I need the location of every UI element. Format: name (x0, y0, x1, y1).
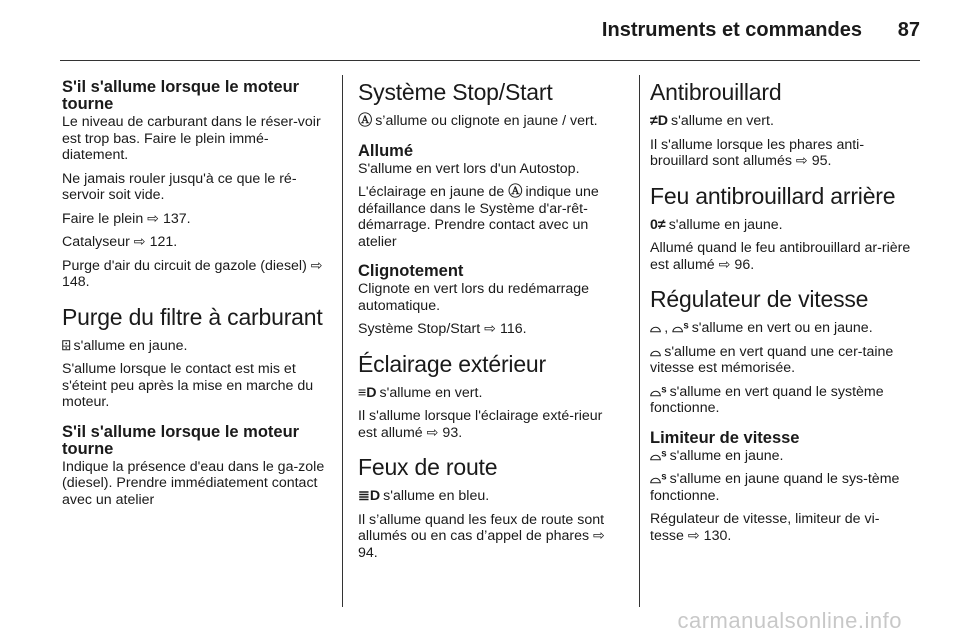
ref-cruise-limiter: Régulateur de vitesse, limiteur de vi-tesse ⇨ 130. (650, 511, 880, 544)
watermark: carmanualsonline.info (677, 608, 902, 633)
high-beam-icon: ≣D (358, 488, 381, 504)
paragraph-restart: Clignote en vert lors du redémarrage automatique. (358, 281, 590, 314)
paragraph-rear-fog-desc: Allumé quand le feu antibrouillard ar-rière est allumé ⇨ 96. (650, 240, 911, 273)
rear-fog-icon: 0≠ (650, 216, 666, 233)
paragraph-fuel-low: Le niveau de carburant dans le réser-voir est trop bas. Faire le plein immé-diatement. (62, 114, 321, 163)
paragraph-limiter-system: ⌓ˢ s'allume en jaune quand le sys-tème fonctionne. (650, 471, 900, 504)
ref-air-purge: Purge d'air du circuit de gazole (diesel) ⇨ 148. (62, 257, 323, 290)
heading-engine-running-2: S'il s'allume lorsque le moteur tourne (62, 422, 300, 458)
paragraph-cruise-memorized: ⌓ s'allume en vert quand une cer-taine vitesse est mémorisée. (650, 343, 894, 376)
paragraph-cruise-green-yellow: ⌓ , ⌓ˢ s'allume en vert ou en jaune. (650, 320, 873, 336)
autostop-icon: Ⓐ (358, 113, 373, 129)
heading-flashing: Clignotement (358, 262, 464, 280)
fuel-filter-icon: ⌹ (62, 337, 71, 354)
ref-refuel: Faire le plein ⇨ 137. (62, 210, 191, 227)
paragraph-high-beam-blue: ≣D s'allume en bleu. (358, 488, 490, 504)
paragraph-water-in-diesel: Indique la présence d'eau dans le ga-zole (diesel). Prendre immédiatement contact avec un atelier (62, 458, 325, 508)
heading-engine-running: S'il s'allume lorsque le moteur tourne (62, 78, 300, 113)
fog-light-icon: ≠D (650, 113, 669, 129)
column-3 (650, 79, 913, 551)
exterior-light-icon: ≡D (358, 384, 377, 401)
header-rule (60, 60, 920, 61)
ref-stop-start: Système Stop/Start ⇨ 116. (358, 321, 527, 337)
heading-rear-fog: Feu antibrouillard arrière (650, 182, 896, 209)
paragraph-autostop-green: S'allume en vert lors d'un Autostop. (358, 160, 580, 177)
column-2 (358, 79, 621, 568)
heading-fog-lights: Antibrouillard (650, 79, 782, 105)
cruise-active-icon: ⌓ˢ (672, 320, 689, 336)
heading-speed-limiter: Limiteur de vitesse (650, 428, 800, 447)
header-title: Instruments et commandes (601, 19, 862, 41)
cruise-active-icon-2: ⌓ˢ (650, 383, 667, 400)
paragraph-exterior-light-desc: Il s'allume lorsque l'éclairage exté-rieur est allumé ⇨ 93. (358, 408, 603, 441)
column-1 (62, 79, 325, 515)
paragraph-exterior-light-green: ≡D s'allume en vert. (358, 384, 483, 401)
paragraph-stop-start-light: Ⓐ s’allume ou clignote en jaune / vert. (358, 113, 598, 129)
heading-stop-start: Système Stop/Start (358, 79, 553, 105)
heading-high-beam: Feux de route (358, 454, 498, 480)
paragraph-fuel-filter-desc: S'allume lorsque le contact est mis et s'éteint peu après la mise en marche du moteur. (62, 361, 314, 410)
paragraph-cruise-system: ⌓ˢ s'allume en vert quand le système fonctionne. (650, 383, 884, 416)
paragraph-never-empty: Ne jamais rouler jusqu'à ce que le ré-servoir soit vide. (62, 170, 297, 203)
column-divider-2 (639, 75, 640, 607)
column-divider-1 (342, 75, 343, 607)
paragraph-high-beam-desc: Il s’allume quand les feux de route sont allumés ou en cas d’appel de phares ⇨ 94. (358, 511, 605, 561)
heading-cruise-control: Régulateur de vitesse (650, 286, 869, 312)
heading-fuel-filter: Purge du filtre à carburant (62, 303, 323, 330)
autostop-icon-inline: Ⓐ (508, 184, 523, 200)
paragraph-fog-desc: Il s'allume lorsque les phares anti-brouillard sont allumés ⇨ 95. (650, 136, 865, 169)
limiter-icon: ⌓ˢ (650, 447, 667, 464)
paragraph-rear-fog-yellow: 0≠ s'allume en jaune. (650, 216, 783, 233)
heading-exterior-light: Éclairage extérieur (358, 350, 546, 377)
paragraph-yellow-fault: L'éclairage en jaune de Ⓐ indique une défaillance dans le Système d'ar-rêt-démarrage. Prendre contact avec un atelier (358, 184, 599, 250)
page-number: 87 (897, 19, 920, 41)
ref-catalyst: Catalyseur ⇨ 121. (62, 234, 178, 250)
cruise-icon-2: ⌓ (650, 343, 662, 360)
page-header (0, 0, 960, 62)
limiter-icon-2: ⌓ˢ (650, 471, 667, 487)
paragraph-fuel-filter-light: ⌹ s'allume en jaune. (62, 337, 188, 354)
paragraph-limiter-yellow: ⌓ˢ s'allume en jaune. (650, 447, 784, 464)
heading-on: Allumé (358, 141, 414, 160)
paragraph-fog-green: ≠D s'allume en vert. (650, 113, 774, 129)
cruise-icon: ⌓ (650, 320, 662, 336)
